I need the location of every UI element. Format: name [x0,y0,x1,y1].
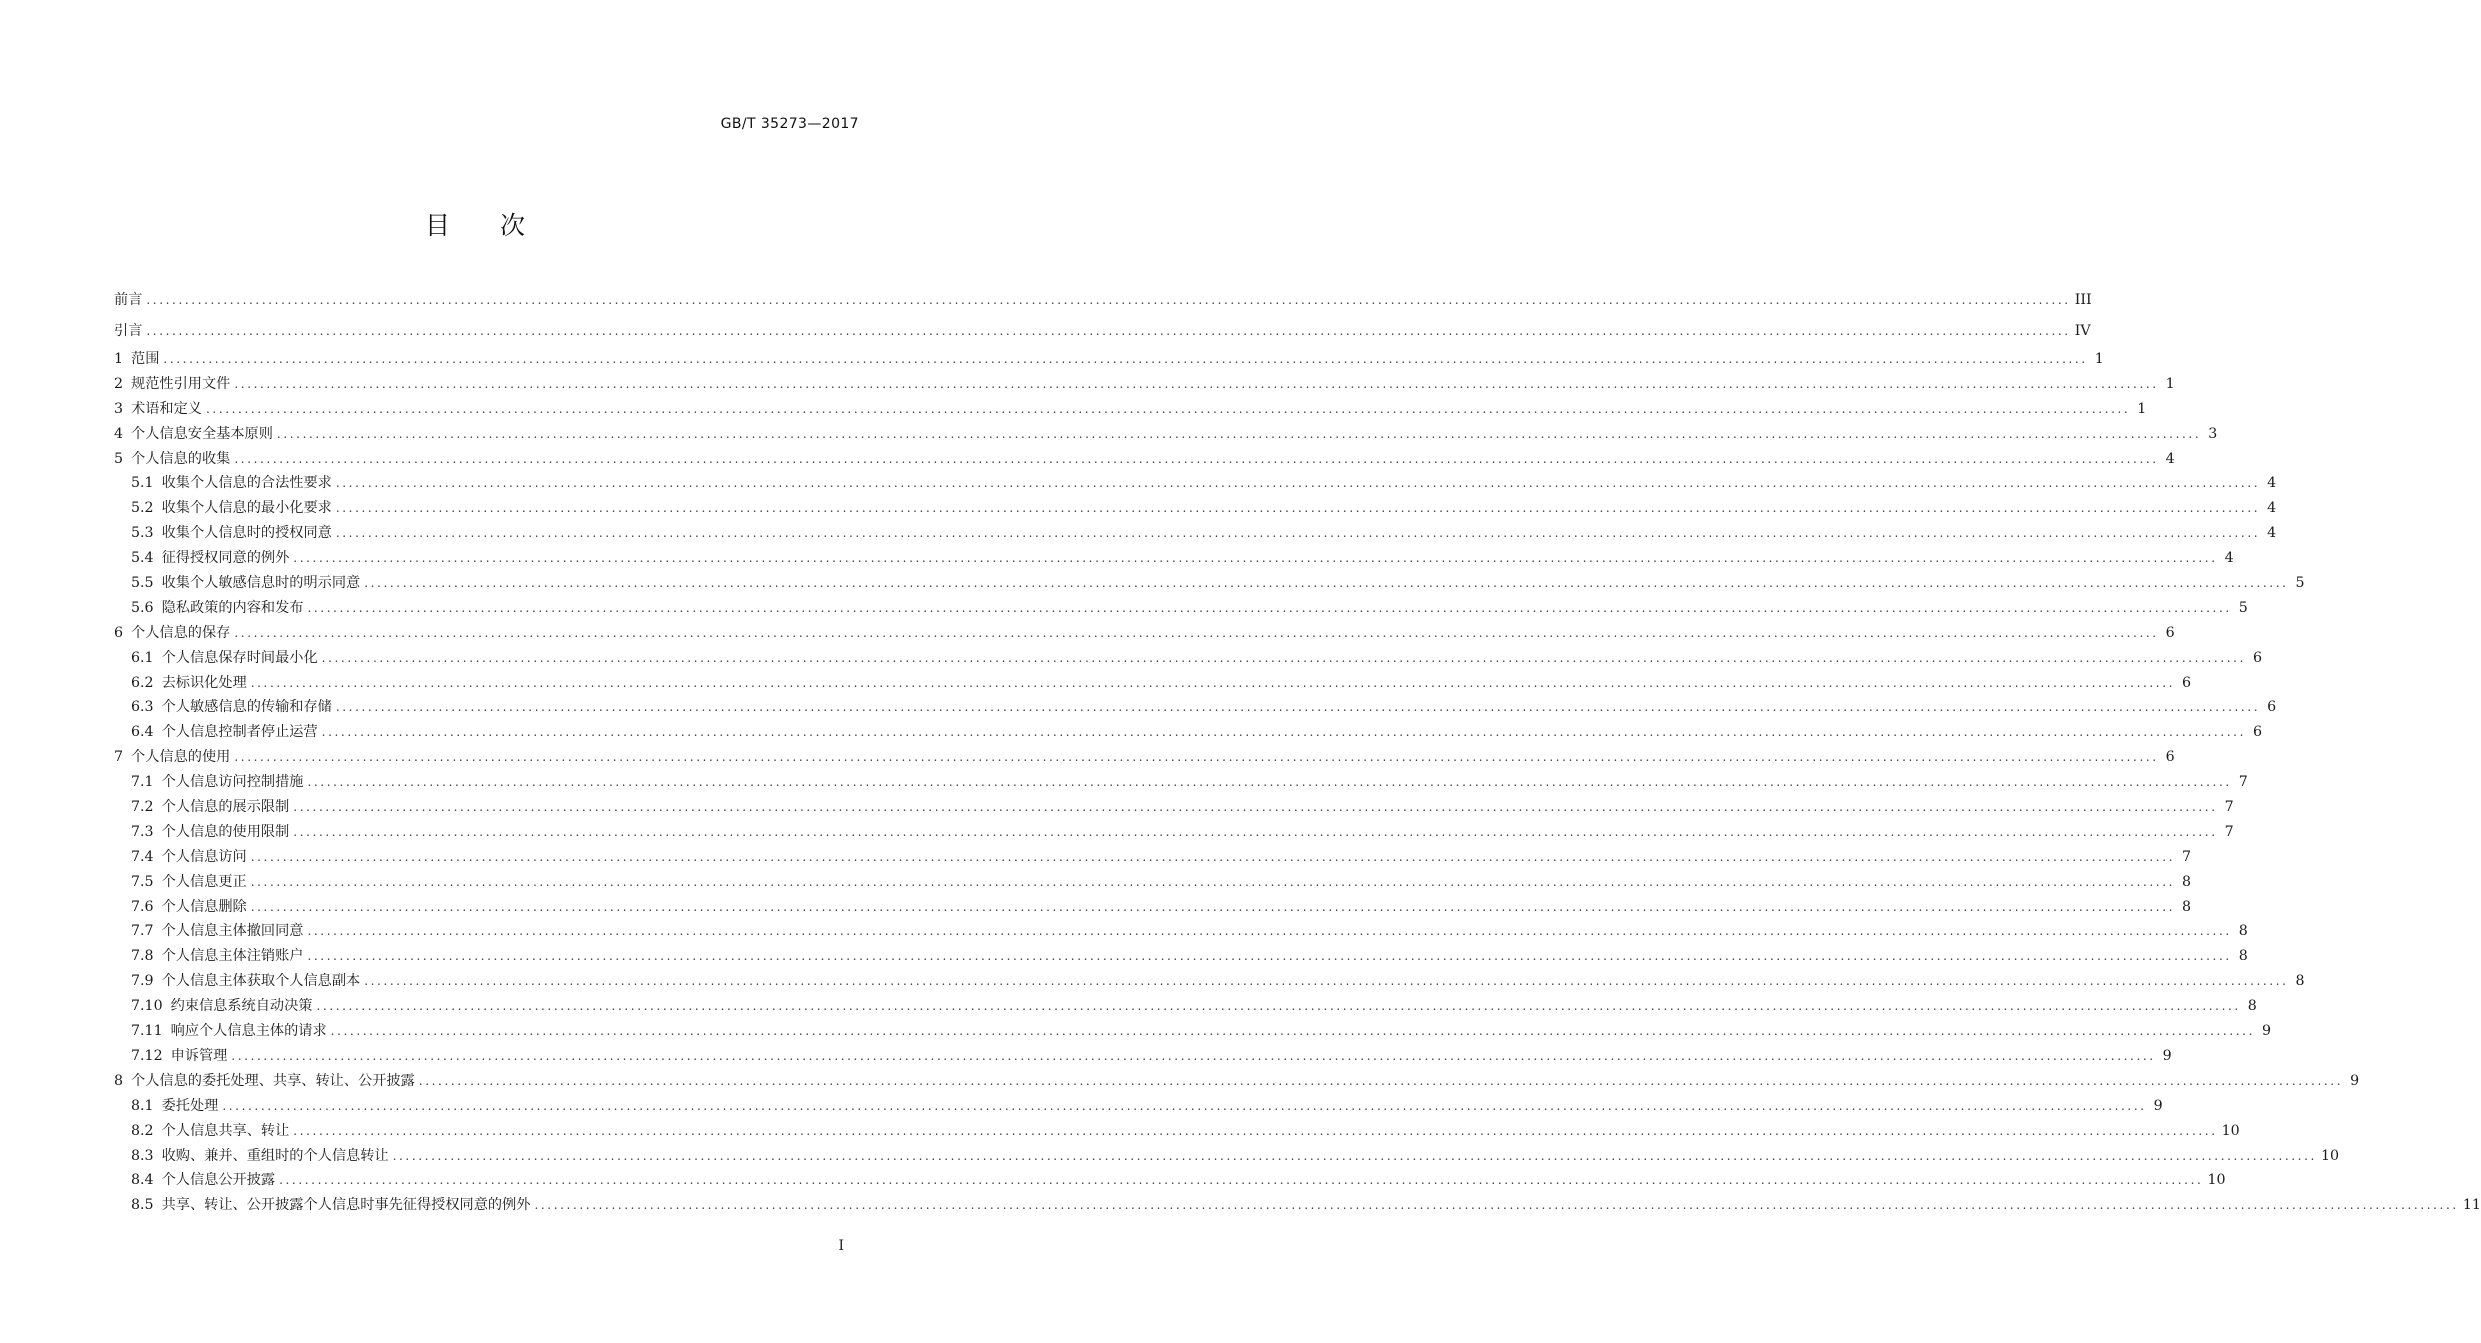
toc-entry-page: 11 [2462,1197,2481,1214]
toc-dot-leader: ............................................................................................................................................................................................................................................................................................................ [205,401,2131,416]
toc-entry[interactable] [114,1119,2240,1144]
toc-entry[interactable] [114,621,2175,646]
toc-entry[interactable] [114,1144,2339,1169]
toc-entry[interactable] [114,1168,2226,1193]
toc-entry[interactable] [114,795,2234,820]
toc-entry-title: 共享、转让、公开披露个人信息时事先征得授权同意的例外 [161,1197,531,1214]
toc-entry-title: 个人信息的展示限制 [161,799,290,816]
toc-entry-number: 5.6 [131,599,154,616]
toc-entry-page: 6 [2267,699,2277,716]
toc-dot-leader: ............................................................................................................................................................................................................................................................................................................ [234,376,2159,391]
toc-dot-leader: ............................................................................................................................................................................................................................................................................................................ [163,352,2088,366]
toc-entry[interactable] [114,770,2248,795]
toc-entry[interactable] [114,496,2277,521]
toc-entry-page: 10 [2320,1147,2339,1164]
toc-entry-page: 6 [2252,724,2262,741]
toc-entry-number: 7.3 [131,823,154,840]
toc-entry-number: 6 [114,624,124,641]
toc-entry[interactable] [114,845,2192,870]
toc-dot-leader: ............................................................................................................................................................................................................................................................................................................ [534,1198,2459,1213]
toc-entry[interactable] [114,1044,2172,1069]
toc-dot-leader: ............................................................................................................................................................................................................................................................................................................ [335,476,2261,491]
toc-entry[interactable] [114,895,2192,920]
toc-entry[interactable] [114,671,2192,696]
toc-entry-title: 个人信息主体注销账户 [161,948,304,965]
toc-entry-title: 响应个人信息主体的请求 [170,1023,327,1040]
toc-entry-number: 6.3 [131,699,154,716]
toc-entry-title: 委托处理 [161,1097,219,1114]
toc-dot-leader: ............................................................................................................................................................................................................................................................................................................ [364,576,2289,591]
toc-entry[interactable] [114,546,2234,571]
toc-dot-leader: ............................................................................................................................................................................................................................................................................................................ [307,600,2232,615]
toc-entry-page: 7 [2224,823,2234,840]
toc-entry-page: 4 [2165,450,2175,467]
toc-entry-number: 3 [114,400,124,417]
toc-entry-number: 8.2 [131,1122,154,1139]
toc-entry-title: 个人信息访问控制措施 [161,774,304,791]
toc-entry-page: 8 [2295,973,2305,990]
toc-dot-leader: ............................................................................................................................................................................................................................................................................................................ [293,551,2218,566]
toc-entry-page: 7 [2238,774,2248,791]
toc-dot-leader: ............................................................................................................................................................................................................................................................................................................ [335,501,2261,516]
table-of-contents [114,285,2481,1218]
toc-dot-leader: ............................................................................................................................................................................................................................................................................................................ [335,526,2261,541]
toc-dot-leader: ............................................................................................................................................................................................................................................................................................................ [321,725,2246,740]
toc-dot-leader: ............................................................................................................................................................................................................................................................................................................ [231,1048,2156,1063]
toc-entry-number: 7.8 [131,948,154,965]
toc-entry-page: 4 [2267,500,2277,517]
toc-entry-number: 8.4 [131,1172,154,1189]
toc-entry[interactable] [114,994,2257,1019]
toc-entry-title: 个人信息的委托处理、共享、转让、公开披露 [131,1072,415,1089]
toc-entry-number: 7.1 [131,774,154,791]
toc-dot-leader: ............................................................................................................................................................................................................................................................................................................ [364,974,2289,989]
toc-entry-number: 7.9 [131,973,154,990]
toc-entry[interactable] [114,571,2305,596]
toc-entry-number: 8 [114,1072,124,1089]
toc-entry-number: 7.12 [131,1047,163,1064]
toc-dot-leader: ............................................................................................................................................................................................................................................................................................................ [234,451,2159,466]
toc-dot-leader: ............................................................................................................................................................................................................................................................................................................ [279,1173,2204,1188]
toc-entry-title: 个人敏感信息的传输和存储 [161,699,332,716]
toc-entry[interactable] [114,1094,2163,1119]
toc-entry-number: 5.4 [131,550,154,567]
toc-entry[interactable] [114,422,2218,447]
toc-entry-title: 个人信息删除 [161,898,247,915]
toc-entry-page: 8 [2247,998,2257,1015]
toc-entry-title: 个人信息保存时间最小化 [161,649,318,666]
toc-entry-title: 个人信息安全基本原则 [131,425,273,442]
toc-dot-leader: ............................................................................................................................................................................................................................................................................................................ [293,1123,2218,1138]
toc-entry-page: 10 [2221,1122,2240,1139]
toc-entry-title: 约束信息系统自动决策 [170,998,313,1015]
toc-entry-number: 5 [114,450,124,467]
toc-entry[interactable] [114,1193,2481,1218]
toc-dot-leader: ............................................................................................................................................................................................................................................................................................................ [250,899,2176,914]
toc-entry[interactable] [114,397,2147,422]
toc-entry-title: 申诉管理 [170,1047,228,1064]
toc-entry-page: 7 [2182,848,2192,865]
toc-entry-page: 5 [2295,575,2305,592]
toc-dot-leader: ............................................................................................................................................................................................................................................................................................................ [293,824,2218,839]
toc-entry[interactable] [114,521,2277,546]
toc-entry-title: 去标识化处理 [161,674,247,691]
toc-entry-number: 7 [114,749,124,766]
toc-dot-leader: ............................................................................................................................................................................................................................................................................................................ [293,800,2218,815]
toc-entry[interactable] [114,285,2092,316]
toc-entry[interactable] [114,720,2262,745]
toc-entry-page: 6 [2182,674,2192,691]
toc-entry-page: 1 [2165,375,2175,392]
toc-entry-title: 个人信息访问 [161,848,247,865]
toc-entry-number: 7.2 [131,799,154,816]
toc-entry-number: 6.4 [131,724,154,741]
toc-entry-page: 3 [2208,425,2218,442]
toc-entry[interactable] [114,316,2091,347]
toc-dot-leader: ............................................................................................................................................................................................................................................................................................................ [316,999,2241,1014]
toc-entry-page: 5 [2238,599,2248,616]
toc-entry-page: 8 [2182,898,2192,915]
toc-entry-page: 9 [2153,1097,2163,1114]
toc-entry-page: 1 [2094,351,2104,367]
toc-entry-number: 5.5 [131,575,154,592]
toc-entry[interactable] [114,820,2234,845]
toc-entry-page: 8 [2182,873,2192,890]
toc-dot-leader: ............................................................................................................................................................................................................................................................................................................ [234,750,2159,765]
toc-dot-leader: ............................................................................................................................................................................................................................................................................................................ [250,675,2176,690]
toc-entry-page: 8 [2238,923,2248,940]
toc-entry-page: 4 [2267,475,2277,492]
toc-entry-number: 7.10 [131,998,163,1015]
toc-entry-page: 7 [2224,799,2234,816]
toc-entry-title: 收购、兼并、重组时的个人信息转让 [161,1147,389,1164]
toc-entry-title: 个人信息更正 [161,873,247,890]
toc-entry-title: 个人信息主体获取个人信息副本 [161,973,361,990]
toc-entry[interactable] [114,372,2175,397]
toc-dot-leader: ............................................................................................................................................................................................................................................................................................................ [222,1098,2147,1113]
toc-entry-page: 6 [2252,649,2262,666]
toc-entry-title: 收集个人敏感信息时的明示同意 [161,575,361,592]
toc-dot-leader: ............................................................................................................................................................................................................................................................................................................ [146,324,2071,338]
toc-entry[interactable] [114,471,2277,496]
toc-entry-number: 7.11 [131,1023,163,1040]
toc-entry-title: 引言 [114,323,143,339]
toc-entry-number: 8.3 [131,1147,154,1164]
toc-entry-page: 4 [2267,525,2277,542]
toc-entry-number: 5.2 [131,500,154,517]
toc-dot-leader: ............................................................................................................................................................................................................................................................................................................ [250,849,2176,864]
toc-entry-number: 6.1 [131,649,154,666]
toc-dot-leader: ............................................................................................................................................................................................................................................................................................................ [307,949,2232,964]
toc-dot-leader: ............................................................................................................................................................................................................................................................................................................ [330,1024,2256,1039]
toc-entry-number: 7.7 [131,923,154,940]
toc-entry-page: 4 [2224,550,2234,567]
toc-entry-title: 前言 [114,292,143,308]
toc-entry-title: 个人信息公开披露 [161,1172,276,1189]
toc-entry[interactable] [114,745,2175,770]
toc-entry-number: 5.3 [131,525,154,542]
toc-entry-page: 6 [2165,624,2175,641]
toc-entry[interactable] [114,1069,2360,1094]
page-title: 目次 [424,211,575,240]
toc-entry[interactable] [114,447,2175,472]
toc-dot-leader: ............................................................................................................................................................................................................................................................................................................ [250,874,2176,889]
toc-dot-leader: ............................................................................................................................................................................................................................................................................................................ [418,1073,2344,1088]
toc-entry-number: 7.5 [131,873,154,890]
toc-entry-title: 隐私政策的内容和发布 [161,599,304,616]
toc-entry-page: 9 [2162,1047,2172,1064]
toc-entry-title: 个人信息控制者停止运营 [161,724,318,741]
toc-entry-number: 6.2 [131,674,154,691]
toc-entry-page: 1 [2137,400,2147,417]
toc-dot-leader: ............................................................................................................................................................................................................................................................................................................ [276,426,2202,441]
toc-entry-page: IV [2074,323,2091,339]
toc-entry[interactable] [114,944,2248,969]
toc-entry-title: 个人信息主体撤回同意 [161,923,304,940]
toc-dot-leader: ............................................................................................................................................................................................................................................................................................................ [321,650,2246,665]
toc-entry[interactable] [114,919,2248,944]
toc-entry-title: 个人信息共享、转让 [161,1122,290,1139]
toc-entry-number: 4 [114,425,124,442]
toc-entry-title: 收集个人信息时的授权同意 [161,525,332,542]
toc-entry-page: 9 [2261,1023,2272,1040]
toc-entry-page: 10 [2207,1172,2226,1189]
toc-entry[interactable] [114,969,2305,994]
toc-entry-number: 1 [114,351,124,367]
toc-entry-title: 个人信息的使用限制 [161,823,290,840]
toc-entry-title: 征得授权同意的例外 [161,550,290,567]
toc-dot-leader: ............................................................................................................................................................................................................................................................................................................ [335,700,2261,715]
toc-entry-title: 个人信息的使用 [131,749,231,766]
toc-entry-page: III [2074,292,2092,308]
page-number: I [838,1238,844,1254]
toc-entry-title: 个人信息的保存 [131,624,231,641]
toc-entry[interactable] [114,695,2277,720]
toc-dot-leader: ............................................................................................................................................................................................................................................................................................................ [146,293,2071,307]
toc-dot-leader: ............................................................................................................................................................................................................................................................................................................ [307,924,2232,939]
toc-entry[interactable] [114,646,2262,671]
toc-entry-title: 收集个人信息的最小化要求 [161,500,332,517]
toc-entry[interactable] [114,347,2104,372]
standard-number: GB/T 35273—2017 [720,116,859,132]
toc-dot-leader: ............................................................................................................................................................................................................................................................................................................ [392,1148,2317,1163]
toc-entry-number: 8.5 [131,1197,154,1214]
toc-entry-title: 范围 [131,351,160,367]
toc-entry-page: 6 [2165,749,2175,766]
toc-entry[interactable] [114,1019,2272,1044]
toc-entry-title: 术语和定义 [131,400,202,417]
toc-entry[interactable] [114,870,2192,895]
toc-entry[interactable] [114,596,2248,621]
toc-entry-number: 7.6 [131,898,154,915]
toc-dot-leader: ............................................................................................................................................................................................................................................................................................................ [234,625,2159,640]
toc-entry-number: 8.1 [131,1097,154,1114]
toc-entry-title: 规范性引用文件 [131,375,231,392]
toc-entry-number: 5.1 [131,475,154,492]
toc-dot-leader: ............................................................................................................................................................................................................................................................................................................ [307,775,2232,790]
toc-entry-page: 8 [2238,948,2248,965]
toc-entry-title: 个人信息的收集 [131,450,231,467]
toc-entry-title: 收集个人信息的合法性要求 [161,475,332,492]
toc-entry-page: 9 [2350,1072,2360,1089]
toc-entry-number: 2 [114,375,124,392]
toc-entry-number: 7.4 [131,848,154,865]
